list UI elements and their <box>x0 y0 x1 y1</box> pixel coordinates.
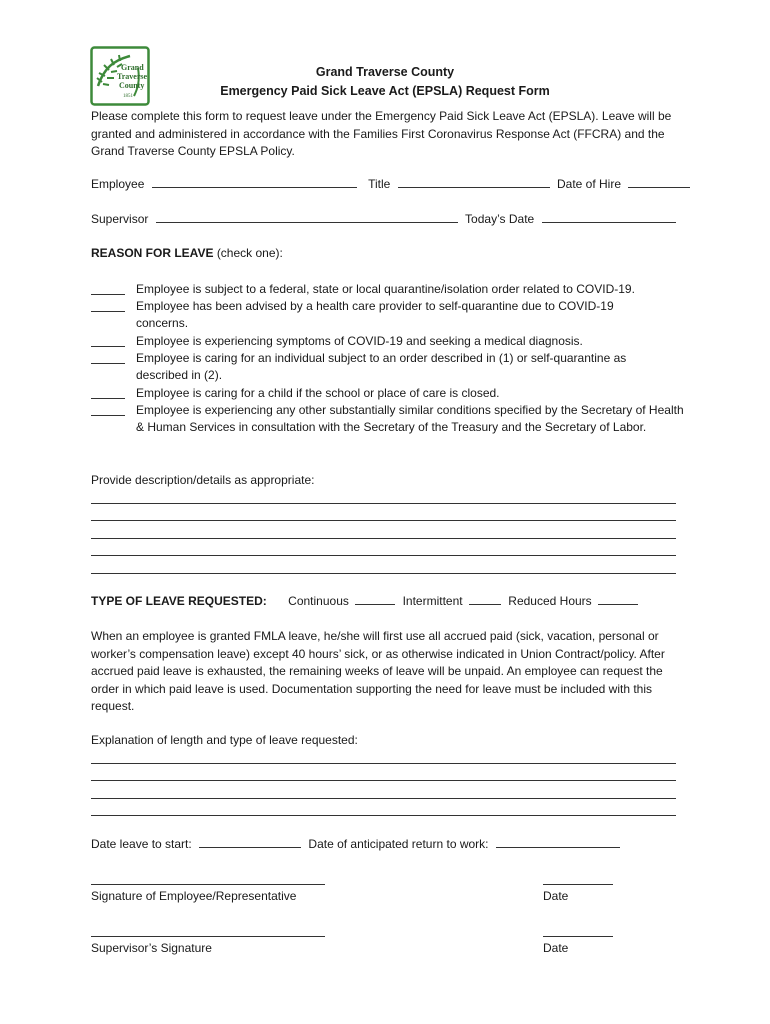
reason-5-checkbox[interactable] <box>91 398 125 399</box>
todays-date-field[interactable] <box>542 212 676 223</box>
details-line-4[interactable] <box>91 555 676 556</box>
employee-row <box>91 177 690 191</box>
logo-word-1: Grand <box>121 63 144 72</box>
reason-6-text: Employee is experiencing any other substantially similar conditions specified by the Secretary of Health & Human Services in consultation with the Secretary of the Treasury and the Secretary of Labor. <box>136 403 684 435</box>
reason-heading-note: (check one): <box>216 246 283 260</box>
reason-1-checkbox[interactable] <box>91 294 125 295</box>
continuous-field[interactable] <box>355 594 395 605</box>
reason-2-text: Employee has been advised by a health care provider to self-quarantine due to COVID-19 concerns. <box>136 299 614 331</box>
reduced-hours-field[interactable] <box>598 594 638 605</box>
intermittent-label: Intermittent <box>402 594 463 608</box>
reason-4-checkbox[interactable] <box>91 363 125 364</box>
form-title-line1: Grand Traverse County <box>315 65 455 79</box>
logo-word-3: County <box>119 81 145 90</box>
supervisor-signature-date-line[interactable] <box>543 936 613 937</box>
details-line-5[interactable] <box>91 573 676 574</box>
reason-5-text: Employee is caring for a child if the school or place of care is closed. <box>136 386 500 400</box>
supervisor-field[interactable] <box>156 212 458 223</box>
reduced-hours-label: Reduced Hours <box>508 594 592 608</box>
reason-heading <box>91 246 283 260</box>
logo-word-2: Traverse <box>117 72 148 81</box>
details-line-2[interactable] <box>91 520 676 521</box>
reason-2-checkbox[interactable] <box>91 311 125 312</box>
date-of-hire-label: Date of Hire <box>556 177 622 191</box>
explanation-line-3[interactable] <box>91 798 676 799</box>
employee-signature-date-label: Date <box>543 889 569 903</box>
intermittent-field[interactable] <box>469 594 501 605</box>
supervisor-signature-line[interactable] <box>91 936 325 937</box>
reason-4-text: Employee is caring for an individual subject to an order described in (1) or self-quarantine as described in (2). <box>136 351 627 383</box>
employee-signature-date-line[interactable] <box>543 884 613 885</box>
type-of-leave-heading: TYPE OF LEAVE REQUESTED: <box>91 594 267 608</box>
title-label: Title <box>368 177 391 191</box>
date-of-hire-field[interactable] <box>628 177 690 188</box>
reason-1-text: Employee is subject to a federal, state or local quarantine/isolation order related to COVID-19. <box>136 282 635 296</box>
reason-3-checkbox[interactable] <box>91 346 125 347</box>
reason-3-text: Employee is experiencing symptoms of COVID-19 and seeking a medical diagnosis. <box>136 334 583 348</box>
details-label: Provide description/details as appropriate: <box>91 473 315 487</box>
return-date-field[interactable] <box>496 837 620 848</box>
explanation-line-2[interactable] <box>91 780 676 781</box>
continuous-label: Continuous <box>288 594 349 608</box>
employee-label: Employee <box>91 177 145 191</box>
fmla-paragraph: When an employee is granted FMLA leave, he/she will first use all accrued paid (sick, vacation, personal or worker’s compensation leave) except 40 hours’ sick, or as otherwise indicated in Union Contract/policy. After accrued paid leave is exhausted, the remaining weeks of leave will be unpaid. An employee can request the order in which paid leave is used. Documentation supporting the need for leave must be included with this request. <box>91 629 665 713</box>
supervisor-row <box>91 212 676 226</box>
logo-year: 1851 <box>123 94 133 99</box>
start-date-label: Date leave to start: <box>91 837 192 851</box>
start-date-field[interactable] <box>199 837 301 848</box>
employee-signature-line[interactable] <box>91 884 325 885</box>
supervisor-signature-label: Supervisor’s Signature <box>91 941 212 955</box>
supervisor-label: Supervisor <box>91 212 149 226</box>
explanation-label: Explanation of length and type of leave requested: <box>91 733 358 747</box>
employee-signature-label: Signature of Employee/Representative <box>91 889 297 903</box>
intro-paragraph: Please complete this form to request leave under the Emergency Paid Sick Leave Act (EPSLA). Leave will be granted and administered in accordance with the Families First Coronavirus Response Act (FFCRA) and the Grand Traverse County EPSLA Policy. <box>91 109 672 158</box>
explanation-line-4[interactable] <box>91 815 676 816</box>
details-line-3[interactable] <box>91 538 676 539</box>
title-field[interactable] <box>398 177 550 188</box>
reason-heading-text: REASON FOR LEAVE <box>91 246 214 260</box>
explanation-line-1[interactable] <box>91 763 676 764</box>
supervisor-signature-date-label: Date <box>543 941 569 955</box>
employee-field[interactable] <box>152 177 357 188</box>
reason-6-checkbox[interactable] <box>91 415 125 416</box>
form-title-line2: Emergency Paid Sick Leave Act (EPSLA) Request Form <box>220 84 550 98</box>
todays-date-label: Today’s Date <box>465 212 535 226</box>
type-of-leave-row <box>91 594 638 608</box>
details-line-1[interactable] <box>91 503 676 504</box>
dates-row <box>91 837 620 851</box>
return-date-label: Date of anticipated return to work: <box>308 837 489 851</box>
